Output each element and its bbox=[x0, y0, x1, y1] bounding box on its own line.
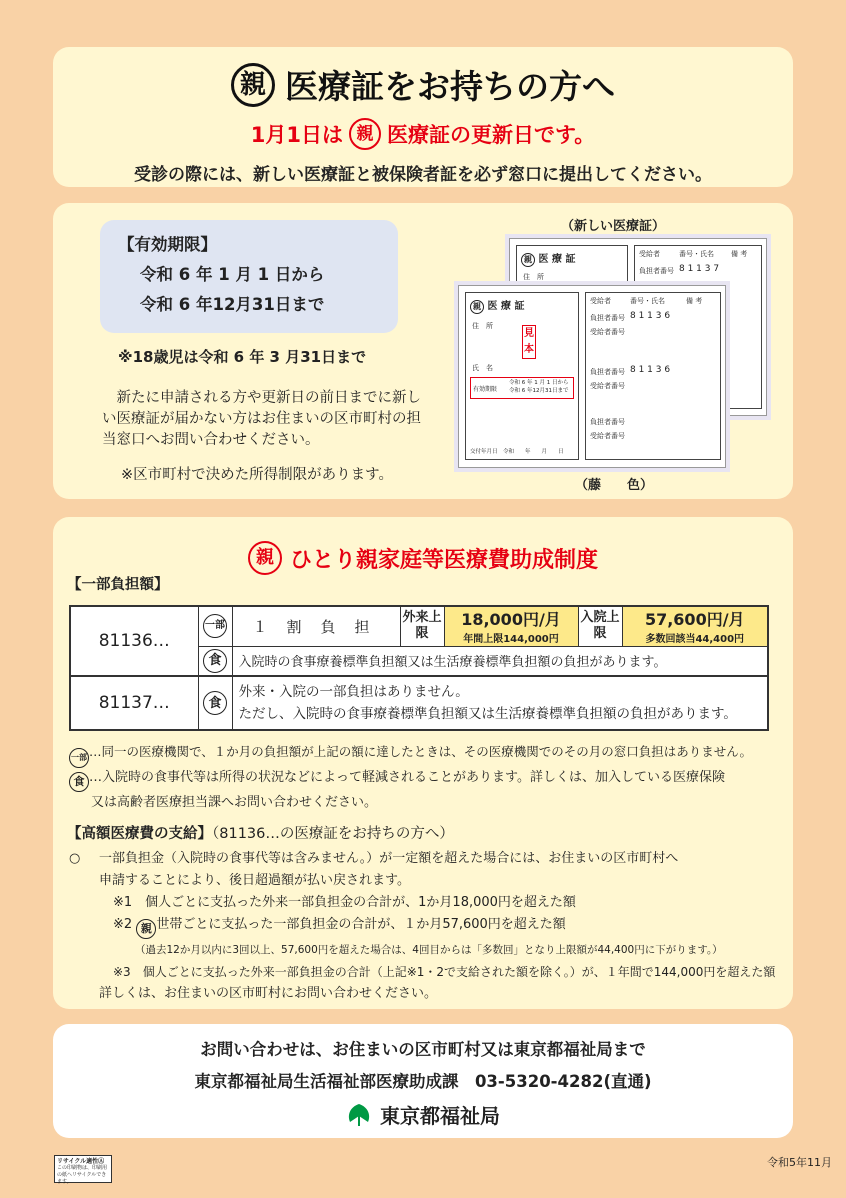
outpatient-label: 外来上限 bbox=[400, 606, 444, 646]
validity-from: 令和 6 年 1 月 1 日から bbox=[140, 265, 325, 284]
note-1: ※1 個人ごとに支払った外来一部負担金の合計が、1か月18,000円を超えた額 bbox=[113, 895, 576, 910]
card-front-left bbox=[465, 292, 579, 460]
card-front-right bbox=[585, 292, 721, 460]
high-cost-line1: 一部負担金（入院時の食事代等は含みません。）が一定額を超えた場合には、お住まいの区市町村へ bbox=[99, 851, 679, 866]
card-front-badge: 親 bbox=[470, 300, 484, 314]
no-burden-line1: 外来・入院の一部負担はありません。 bbox=[238, 684, 469, 700]
oya-badge-small: 親 bbox=[349, 118, 381, 150]
ichibu-icon: 一部 bbox=[203, 614, 227, 638]
recycle-title: リサイクル適性Ⓐ bbox=[57, 1158, 105, 1165]
footnote-ichibu-text: …同一の医療機関で、１か月の負担額が上記の額に達したときは、その医療機関でのその月の窓口負担はありません。 bbox=[89, 744, 753, 759]
title-text: 医療証をお持ちの方へ bbox=[285, 67, 615, 106]
period-value: 令和 6 年 1 月 1 日から 令和 6 年12月31日まで bbox=[509, 380, 569, 394]
card-front-burden-3: 負担者番号 bbox=[590, 418, 625, 426]
validity-box bbox=[100, 220, 398, 333]
card-label-bottom: （藤 色） bbox=[575, 478, 654, 493]
renewal-notice bbox=[53, 118, 793, 150]
burden-section-label: 【一部負担額】 bbox=[67, 577, 169, 593]
outpatient-limit bbox=[444, 606, 578, 646]
card-front-burden-2: 負担者番号 bbox=[590, 368, 625, 376]
high-cost-line2: 申請することにより、後日超過額が払い戻されます。 bbox=[99, 873, 410, 888]
card-back-col2: 番号・氏名 bbox=[679, 250, 714, 258]
card-front-col1: 受給者 bbox=[590, 297, 611, 305]
outpatient-amount: 18,000円/月 bbox=[461, 610, 561, 630]
sample-char-1: 見 bbox=[524, 328, 534, 339]
footnote-shoku-text2: 又は高齢者医療担当課へお問い合わせください。 bbox=[91, 794, 378, 810]
shoku-small-icon: 食 bbox=[69, 772, 89, 792]
note-3: ※3 個人ごとに支払った外来一部負担金の合計（上記※1・2で支給された額を除く。）が、１年間で144,000円を超えた額 bbox=[113, 964, 776, 979]
high-cost-body bbox=[69, 848, 789, 1005]
card-front-number-1: 8 1 1 3 6 bbox=[630, 311, 671, 321]
no-burden-line2: ただし、入院時の食事療養標準負担額又は生活療養標準負担額の負担があります。 bbox=[238, 706, 737, 722]
recycle-text: この印刷物は、印刷用の紙へリサイクルできます。 bbox=[57, 1165, 108, 1185]
footnote-shoku-text1: …入院時の食事代等は所得の状況などによって軽減されることがあります。詳しくは、加入している医療保険 bbox=[89, 770, 725, 785]
card-front-col2: 番号・氏名 bbox=[630, 297, 665, 305]
note-2-sub: （過去12か月以内に3回以上、57,600円を超えた場合は、4回目からは「多数回」となり上限額が44,400円に下がります。） bbox=[135, 943, 723, 956]
card-back-badge: 親 bbox=[521, 253, 535, 267]
page-title bbox=[53, 61, 793, 108]
oya-badge: 親 bbox=[231, 63, 275, 107]
card-front-recipient-1: 受給者番号 bbox=[590, 328, 625, 336]
high-cost-label bbox=[67, 822, 454, 843]
validity-heading: 【有効期限】 bbox=[118, 235, 217, 254]
validity-panel bbox=[53, 203, 793, 499]
bullet: ○ bbox=[69, 851, 81, 866]
card-front-burden-1: 負担者番号 bbox=[590, 314, 625, 322]
footnote-shoku bbox=[69, 767, 789, 813]
table-row bbox=[70, 606, 768, 646]
card-front-col3: 備 考 bbox=[686, 297, 703, 305]
recycle-mark bbox=[54, 1155, 112, 1183]
submit-note: 受診の際には、新しい医療証と被保険者証を必ず窓口に提出してください。 bbox=[134, 165, 712, 185]
shoku-mark bbox=[198, 646, 232, 676]
tokyo-ginkgo-icon bbox=[346, 1102, 372, 1128]
shoku-mark-2 bbox=[198, 676, 232, 730]
renewal-date: 1月1日は bbox=[250, 123, 343, 147]
card-back-title-text: 医 療 証 bbox=[538, 254, 576, 265]
card-back-title bbox=[521, 250, 575, 267]
card-front-addr: 住 所 bbox=[472, 322, 493, 330]
burden-text: １ 割 負 担 bbox=[232, 606, 400, 646]
subsidy-title-text: ひとり親家庭等医療費助成制度 bbox=[289, 547, 598, 573]
meal-text: 入院時の食事療養標準負担額又は生活療養標準負担額の負担があります。 bbox=[232, 646, 768, 676]
contact-panel bbox=[53, 1024, 793, 1138]
org-name: 東京都福祉局 bbox=[380, 1104, 500, 1128]
card-front-title bbox=[470, 297, 524, 314]
subsidy-title bbox=[53, 541, 793, 575]
card-front bbox=[458, 285, 726, 468]
card-label-top: （新しい医療証） bbox=[561, 219, 666, 234]
inpatient-limit bbox=[622, 606, 768, 646]
inpatient-amount: 57,600円/月 bbox=[644, 610, 745, 630]
table-row bbox=[70, 676, 768, 730]
validity-to: 令和 6 年12月31日まで bbox=[140, 295, 325, 314]
details-text: 詳しくは、お住まいの区市町村にお問い合わせください。 bbox=[99, 985, 438, 1001]
oya-badge-note: 親 bbox=[136, 919, 156, 939]
inpatient-multi: 多数回該当44,400円 bbox=[645, 634, 745, 646]
shoku-icon-2: 食 bbox=[203, 691, 227, 715]
card-back-col3: 備 考 bbox=[731, 250, 748, 258]
age18-note: ※18歳児は令和 6 年 3 月31日まで bbox=[118, 348, 367, 366]
inpatient-label: 入院上限 bbox=[578, 606, 622, 646]
issued-date: 交付年月日 令和 年 月 日 bbox=[470, 449, 564, 455]
publish-date: 令和5年11月 bbox=[767, 1156, 832, 1169]
contact-line2: 東京都福祉局生活福祉部医療助成課 03-5320-4282(直通) bbox=[194, 1072, 652, 1091]
no-burden-text bbox=[232, 676, 768, 730]
inquiry-text: 新たに申請される方や更新日の前日までに新しい医療証が届かない方はお住まいの区市町村の担当窓口へお問い合わせください。 bbox=[102, 390, 421, 448]
burden-table bbox=[69, 605, 769, 731]
sample-stamp bbox=[522, 325, 536, 359]
code-81137: 81137… bbox=[70, 676, 198, 730]
oya-badge-subsidy: 親 bbox=[248, 541, 282, 575]
code-81136: 81136… bbox=[70, 606, 198, 676]
shoku-icon: 食 bbox=[203, 649, 227, 673]
period-label: 有効期限 bbox=[473, 386, 498, 393]
card-front-recipient-3: 受給者番号 bbox=[590, 432, 625, 440]
note-2-prefix: ※2 bbox=[113, 917, 133, 932]
outpatient-year: 年間上限144,000円 bbox=[463, 634, 559, 646]
card-back-burden: 負担者番号 bbox=[639, 267, 674, 275]
card-front-number-2: 8 1 1 3 6 bbox=[630, 365, 671, 375]
card-front-recipient-2: 受給者番号 bbox=[590, 382, 625, 390]
header-panel bbox=[53, 47, 793, 187]
ichibu-mark bbox=[198, 606, 232, 646]
subsidy-panel bbox=[53, 517, 793, 1009]
high-cost-heading-note: （81136…の医療証をお持ちの方へ） bbox=[212, 826, 454, 842]
ichibu-small-icon: 一部 bbox=[69, 748, 89, 768]
footnote-ichibu bbox=[69, 741, 752, 768]
card-back-number: 8 1 1 3 7 bbox=[679, 264, 720, 274]
renewal-text: 医療証の更新日です。 bbox=[386, 123, 596, 147]
sample-char-2: 本 bbox=[524, 344, 534, 355]
period-box bbox=[470, 377, 574, 399]
card-back-addr: 住 所 bbox=[523, 273, 544, 281]
income-limit-note: ※区市町村で決めた所得制限があります。 bbox=[121, 467, 393, 483]
high-cost-heading: 【高額医療費の支給】 bbox=[67, 826, 212, 842]
org-logo bbox=[53, 1100, 793, 1129]
card-back-col1: 受給者 bbox=[639, 250, 660, 258]
card-front-name: 氏 名 bbox=[472, 364, 493, 372]
contact-line1: お問い合わせは、お住まいの区市町村又は東京都福祉局まで bbox=[200, 1040, 646, 1059]
card-front-title-text: 医 療 証 bbox=[487, 301, 525, 312]
note-2: 世帯ごとに支払った一部負担金の合計が、１か月57,600円を超えた額 bbox=[156, 917, 566, 932]
